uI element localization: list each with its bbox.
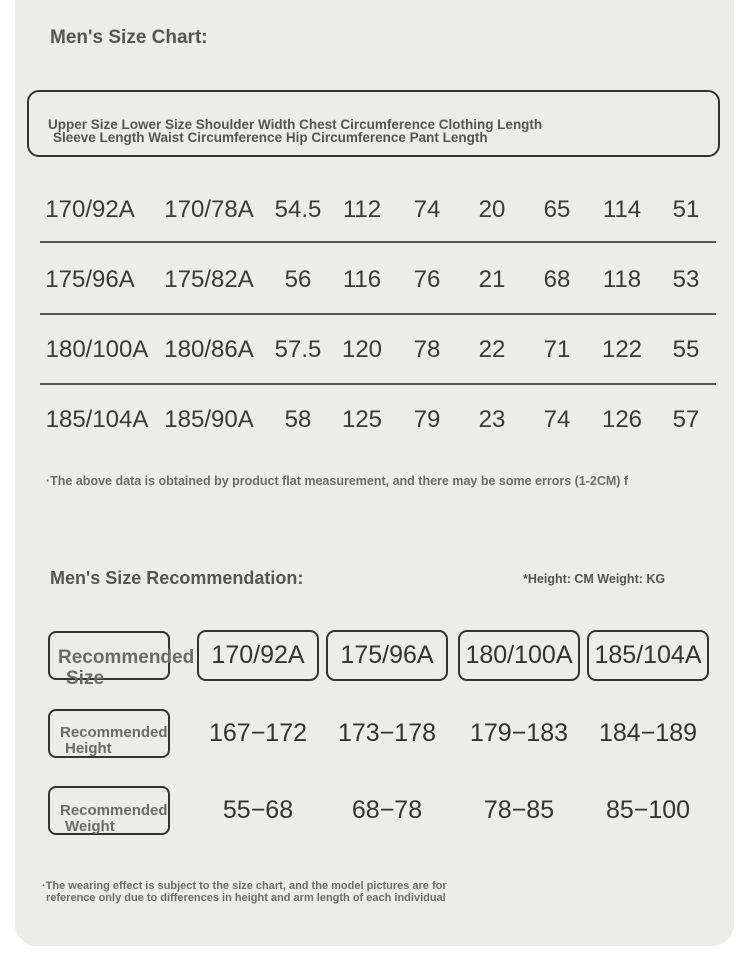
sleeve-length-cell: 22: [478, 336, 506, 363]
recommended-height-label-line2: Height: [65, 740, 112, 757]
waist-cell: 68: [543, 266, 571, 293]
table-row: [0, 190, 750, 230]
clothing-length-cell: 78: [413, 336, 441, 363]
recommended-height-label-line1: Recommended: [60, 724, 168, 741]
upper-size-cell: 175/96A: [45, 266, 135, 293]
upper-size-cell: 185/104A: [45, 406, 149, 433]
chest-cell: 112: [342, 196, 382, 223]
height-range: 184−189: [598, 719, 698, 747]
sleeve-length-cell: 21: [478, 266, 506, 293]
upper-size-cell: 170/92A: [45, 196, 135, 223]
weight-range: 85−100: [605, 796, 691, 824]
size-option: 185/104A: [587, 630, 709, 681]
sleeve-length-cell: 23: [478, 406, 506, 433]
weight-range: 55−68: [222, 796, 294, 824]
clothing-length-cell: 79: [413, 406, 441, 433]
lower-size-cell: 170/78A: [164, 196, 254, 223]
hip-cell: 114: [602, 196, 642, 223]
shoulder-width-cell: 56: [284, 266, 312, 293]
waist-cell: 65: [543, 196, 571, 223]
pant-length-cell: 55: [672, 336, 700, 363]
shoulder-width-cell: 54.5: [274, 196, 322, 223]
size-option: 170/92A: [197, 630, 319, 681]
pant-length-cell: 53: [672, 266, 700, 293]
recommended-size-label-line2: Size: [66, 668, 105, 689]
pant-length-cell: 51: [672, 196, 700, 223]
chest-cell: 116: [342, 266, 382, 293]
shoulder-width-cell: 58: [284, 406, 312, 433]
recommended-weight-label-line1: Recommended: [60, 802, 168, 819]
hip-cell: 122: [601, 336, 643, 363]
lower-size-cell: 175/82A: [164, 266, 254, 293]
clothing-length-cell: 74: [413, 196, 441, 223]
size-option: 180/100A: [458, 630, 580, 681]
sleeve-length-cell: 20: [478, 196, 506, 223]
hip-cell: 126: [601, 406, 643, 433]
height-range: 167−172: [208, 719, 308, 747]
waist-cell: 71: [543, 336, 571, 363]
clothing-length-cell: 76: [413, 266, 441, 293]
row-divider: [40, 313, 716, 315]
footnote-line1: ·The wearing effect is subject to the size chart, and the model pictures are for: [42, 880, 447, 892]
pant-length-cell: 57: [672, 406, 700, 433]
row-divider: [40, 241, 716, 243]
table-row: [0, 400, 750, 440]
row-divider: [40, 383, 716, 385]
upper-size-cell: 180/100A: [45, 336, 149, 363]
column-header-line-1: Upper Size Lower Size Shoulder Width Chest Circumference Clothing Length: [48, 117, 543, 132]
recommended-weight-label-line2: Weight: [65, 818, 115, 835]
measurement-note: ·The above data is obtained by product flat measurement, and there may be some errors (1-2CM) f: [46, 474, 629, 488]
weight-range: 78−85: [483, 796, 555, 824]
lower-size-cell: 180/86A: [164, 336, 254, 363]
shoulder-width-cell: 57.5: [274, 336, 322, 363]
table-row: [0, 330, 750, 370]
recommendation-title: Men's Size Recommendation:: [50, 568, 304, 588]
size-option: 175/96A: [326, 630, 448, 681]
table-row: [0, 260, 750, 300]
weight-range: 68−78: [351, 796, 423, 824]
chest-cell: 120: [341, 336, 383, 363]
waist-cell: 74: [543, 406, 571, 433]
chest-cell: 125: [341, 406, 383, 433]
recommended-size-label-line1: Recommended: [58, 647, 195, 668]
lower-size-cell: 185/90A: [164, 406, 254, 433]
hip-cell: 118: [602, 266, 642, 293]
size-chart-title: Men's Size Chart:: [50, 27, 208, 48]
height-range: 179−183: [469, 719, 569, 747]
footnote-line2: reference only due to differences in height and arm length of each individual: [46, 892, 446, 904]
height-range: 173−178: [337, 719, 437, 747]
column-header-line-2: Sleeve Length Waist Circumference Hip Circumference Pant Length: [53, 130, 488, 145]
unit-note: *Height: CM Weight: KG: [523, 572, 666, 586]
